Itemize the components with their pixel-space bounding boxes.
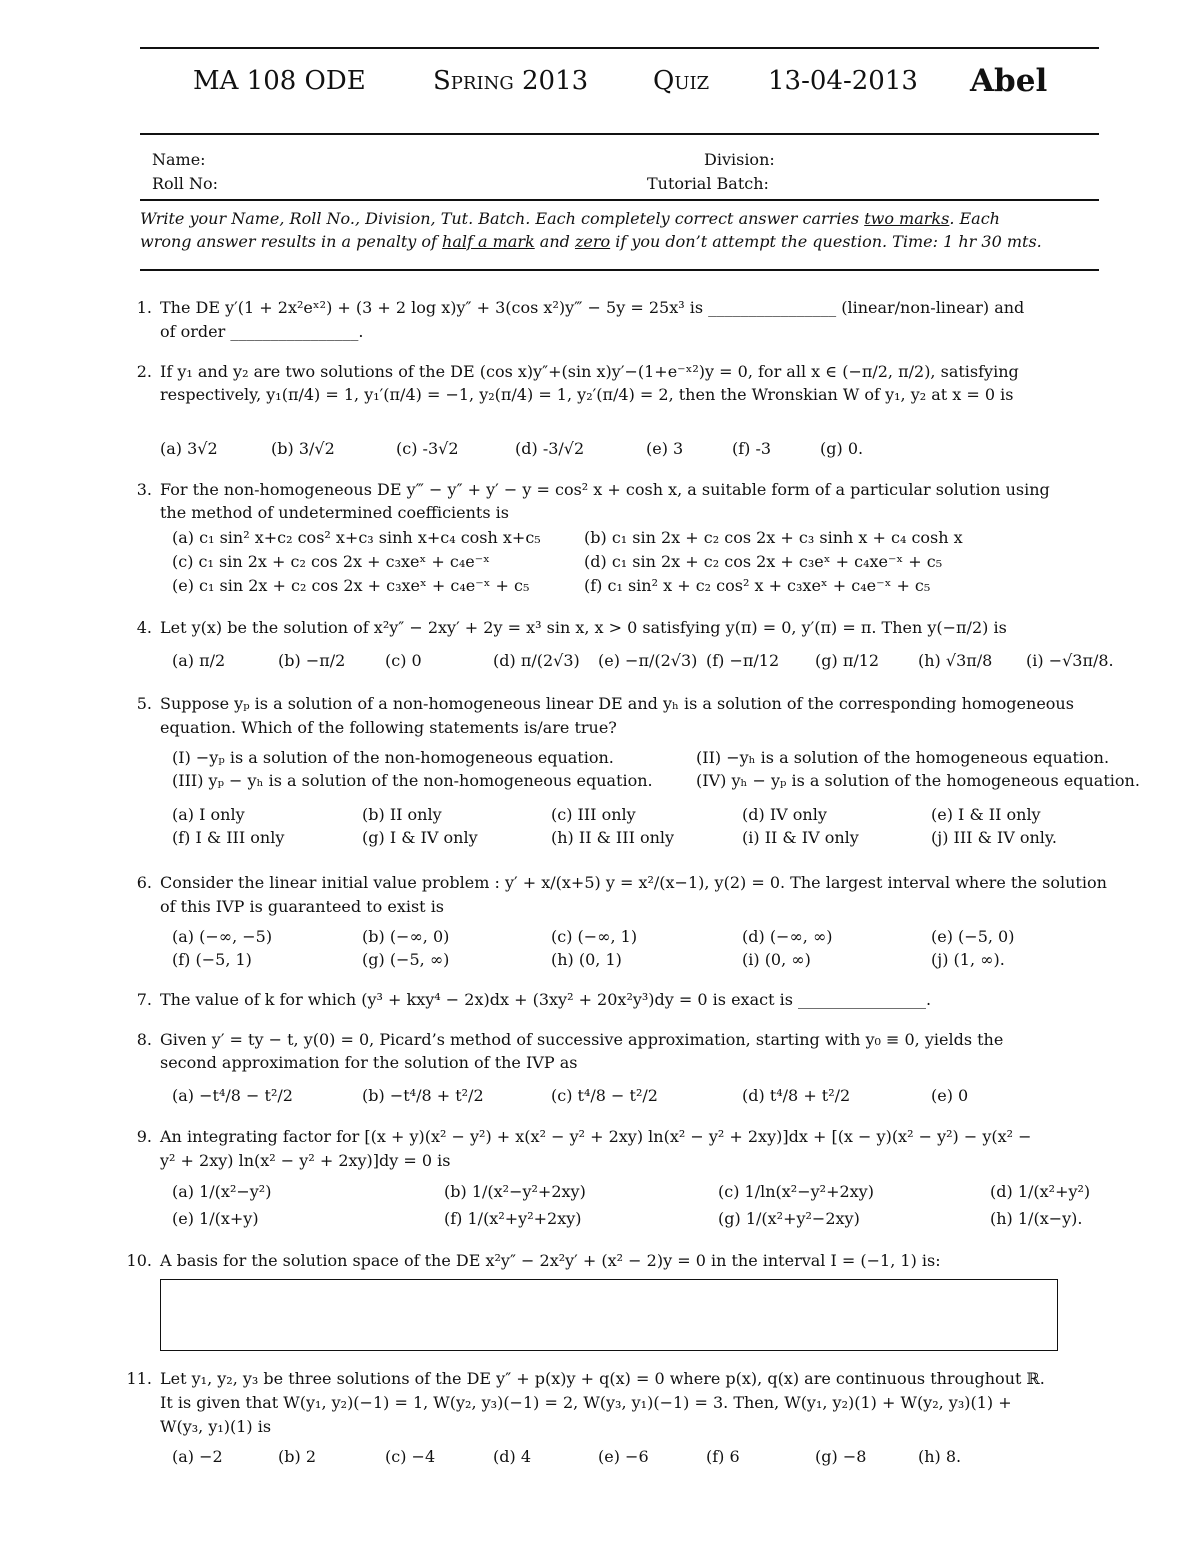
instr-underline-3: zero (574, 231, 611, 251)
question-text: If y₁ and y₂ are two solutions of the DE (cos x)y″+(sin x)y′−(1+e⁻ˣ²)y = 0, for all x ∈ (−π/2, π/2), satisfying (160, 362, 1019, 381)
question-text: Let y(x) be the solution of x²y″ − 2xy′ + 2y = x³ sin x, x > 0 satisfying y(π) = 0, y′(π) = π. Then y(−π/2) is (160, 618, 1007, 637)
option: (a) −t⁴/8 − t²/2 (172, 1086, 293, 1105)
instr-text-3: wrong answer results in a penalty of (140, 231, 443, 251)
question-text: A basis for the solution space of the DE x²y″ − 2x²y′ + (x² − 2)y = 0 in the interval I = (−1, 1) is: (160, 1251, 941, 1270)
question-text: Suppose yₚ is a solution of a non-homogeneous linear DE and yₕ is a solution of the corresponding homogeneous (160, 694, 1074, 713)
course-title: MA 108 ODE (193, 66, 366, 96)
option: (f) −π/12 (706, 651, 780, 670)
option: (e) −π/(2√3) (598, 651, 698, 670)
option: (e) 1/(x+y) (172, 1209, 259, 1228)
question-number: 6. (136, 873, 152, 892)
option: (a) I only (172, 805, 245, 824)
question-number: 8. (136, 1030, 152, 1049)
instr-text-2: . Each (949, 209, 1000, 228)
option: (c) III only (551, 805, 636, 824)
option: (d) t⁴/8 + t²/2 (742, 1086, 851, 1105)
question-number: 2. (136, 362, 152, 381)
option: (h) 8. (918, 1447, 962, 1466)
question-number: 10. (126, 1251, 152, 1270)
question-number: 9. (136, 1127, 152, 1146)
option: (g) 0. (820, 439, 864, 458)
version-label: Abel (970, 63, 1048, 99)
statement: (I) −yₚ is a solution of the non-homogeneous equation. (172, 748, 614, 767)
option: (g) (−5, ∞) (362, 950, 450, 969)
option: (b) 1/(x²−y²+2xy) (444, 1182, 586, 1201)
option: (h) √3π/8 (918, 651, 993, 670)
option: (h) (0, 1) (551, 950, 622, 969)
option: (a) (−∞, −5) (172, 927, 273, 946)
option: (b) 2 (278, 1447, 316, 1466)
option: (e) c₁ sin 2x + c₂ cos 2x + c₃xeˣ + c₄e⁻ˣ + c₅ (172, 576, 530, 595)
question-number: 1. (136, 298, 152, 317)
exam-label: Quiz (653, 66, 710, 96)
option: (b) c₁ sin 2x + c₂ cos 2x + c₃ sinh x + c₄ cosh x (584, 528, 963, 547)
question-number: 5. (136, 694, 152, 713)
option: (g) 1/(x²+y²−2xy) (718, 1209, 860, 1228)
option: (f) (−5, 1) (172, 950, 252, 969)
option: (d) (−∞, ∞) (742, 927, 833, 946)
option: (c) t⁴/8 − t²/2 (551, 1086, 658, 1105)
option: (d) 1/(x²+y²) (990, 1182, 1091, 1201)
option: (b) II only (362, 805, 442, 824)
date-label: 13-04-2013 (768, 66, 918, 96)
option: (e) (−5, 0) (931, 927, 1015, 946)
option: (e) 0 (931, 1086, 969, 1105)
instr-text-1: Write your Name, Roll No., Division, Tut. Batch. Each completely correct answer carries (140, 209, 865, 228)
option: (h) II & III only (551, 828, 675, 847)
division-field: Division: (704, 150, 775, 169)
question-text: Let y₁, y₂, y₃ be three solutions of the DE y″ + p(x)y + q(x) = 0 where p(x), q(x) are continuous throughout ℝ. (160, 1369, 1045, 1388)
option: (a) c₁ sin² x+c₂ cos² x+c₃ sinh x+c₄ cosh x+c₅ (172, 528, 541, 547)
option: (g) I & IV only (362, 828, 478, 847)
question-number: 4. (136, 618, 152, 637)
question-text: An integrating factor for [(x + y)(x² − y²) + x(x² − y² + 2xy) ln(x² − y² + 2xy)]dx + [(x − y)(x² − y²) − y(x² − (160, 1127, 1032, 1146)
answer-box[interactable] (160, 1279, 1058, 1351)
option: (e) I & II only (931, 805, 1041, 824)
question-text: equation. Which of the following statements is/are true? (160, 718, 617, 737)
option: (d) IV only (742, 805, 827, 824)
question-text: second approximation for the solution of the IVP as (160, 1053, 578, 1072)
option: (d) -3/√2 (515, 439, 585, 458)
statement: (III) yₚ − yₕ is a solution of the non-homogeneous equation. (172, 771, 653, 790)
option: (b) (−∞, 0) (362, 927, 450, 946)
question-text: The DE y′(1 + 2x²eˣ²) + (3 + 2 log x)y″ + 3(cos x²)y‴ − 5y = 25x³ is ________________ (linear/non-linear) and (160, 298, 1025, 317)
option: (c) (−∞, 1) (551, 927, 638, 946)
option: (a) −2 (172, 1447, 223, 1466)
question-number: 3. (136, 480, 152, 499)
option: (c) −4 (385, 1447, 436, 1466)
statement: (II) −yₕ is a solution of the homogeneous equation. (696, 748, 1110, 767)
option: (j) (1, ∞). (931, 950, 1005, 969)
question-text: It is given that W(y₁, y₂)(−1) = 1, W(y₂, y₃)(−1) = 2, W(y₃, y₁)(−1) = 3. Then, W(y₁, y₂)(1) + W(y₂, y₃)(1) + (160, 1393, 1012, 1412)
instr-text-4: and (534, 231, 575, 251)
option: (h) 1/(x−y). (990, 1209, 1083, 1228)
question-text: Given y′ = ty − t, y(0) = 0, Picard’s method of successive approximation, starting with y₀ ≡ 0, yields the (160, 1030, 1004, 1049)
option: (i) (0, ∞) (742, 950, 811, 969)
option: (f) 6 (706, 1447, 740, 1466)
instr-rule (140, 269, 1099, 271)
fields-rule (140, 199, 1099, 201)
option: (a) π/2 (172, 651, 226, 670)
term-label: Spring 2013 (433, 66, 589, 96)
question-number: 7. (136, 990, 152, 1009)
question-text: For the non-homogeneous DE y‴ − y″ + y′ − y = cos² x + cosh x, a suitable form of a particular solution using (160, 480, 1050, 499)
option: (f) c₁ sin² x + c₂ cos² x + c₃xeˣ + c₄e⁻ˣ + c₅ (584, 576, 931, 595)
option: (c) -3√2 (396, 439, 459, 458)
instr-text-5: if you don’t attempt the question. Time: 1 hr 30 mts. (610, 231, 1042, 251)
option: (b) −π/2 (278, 651, 346, 670)
option: (g) π/12 (815, 651, 880, 670)
statement: (IV) yₕ − yₚ is a solution of the homogeneous equation. (696, 771, 1140, 790)
option: (d) 4 (493, 1447, 531, 1466)
option: (f) 1/(x²+y²+2xy) (444, 1209, 582, 1228)
option: (j) III & IV only. (931, 828, 1057, 847)
option: (i) II & IV only (742, 828, 859, 847)
instr-underline-2: half a mark (442, 231, 535, 251)
option: (b) 3/√2 (271, 439, 335, 458)
option: (i) −√3π/8. (1026, 651, 1114, 670)
option: (g) −8 (815, 1447, 867, 1466)
option: (e) −6 (598, 1447, 649, 1466)
question-text: respectively, y₁(π/4) = 1, y₁′(π/4) = −1, y₂(π/4) = 1, y₂′(π/4) = 2, then the Wronskian W of y₁, y₂ at x = 0 is (160, 385, 1014, 404)
option: (f) -3 (732, 439, 772, 458)
question-text: W(y₃, y₁)(1) is (160, 1417, 272, 1436)
batch-field: Tutorial Batch: (647, 174, 769, 193)
question-text: y² + 2xy) ln(x² − y² + 2xy)]dy = 0 is (160, 1151, 451, 1170)
question-text: Consider the linear initial value problem : y′ + x/(x+5) y = x²/(x−1), y(2) = 0. The largest interval where the solution (160, 873, 1107, 892)
name-field: Name: (152, 150, 206, 169)
option: (a) 3√2 (160, 439, 218, 458)
instr-underline-1: two marks (864, 209, 950, 228)
roll-field: Roll No: (152, 174, 219, 193)
option: (f) I & III only (172, 828, 285, 847)
option: (d) π/(2√3) (493, 651, 580, 670)
option: (c) 0 (385, 651, 422, 670)
option: (c) 1/ln(x²−y²+2xy) (718, 1182, 874, 1201)
top-rule (140, 47, 1099, 49)
option: (c) c₁ sin 2x + c₂ cos 2x + c₃xeˣ + c₄e⁻ˣ (172, 552, 490, 571)
option: (e) 3 (646, 439, 684, 458)
header-rule (140, 133, 1099, 135)
question-text: of order ________________. (160, 322, 364, 341)
option: (d) c₁ sin 2x + c₂ cos 2x + c₃eˣ + c₄xe⁻ˣ + c₅ (584, 552, 943, 571)
question-text: the method of undetermined coefficients is (160, 503, 509, 522)
question-text: of this IVP is guaranteed to exist is (160, 897, 445, 916)
option: (b) −t⁴/8 + t²/2 (362, 1086, 484, 1105)
question-number: 11. (126, 1369, 152, 1388)
instructions (140, 208, 1099, 253)
option: (a) 1/(x²−y²) (172, 1182, 272, 1201)
question-text: The value of k for which (y³ + kxy⁴ − 2x)dx + (3xy² + 20x²y³)dy = 0 is exact is ________________. (160, 990, 932, 1009)
